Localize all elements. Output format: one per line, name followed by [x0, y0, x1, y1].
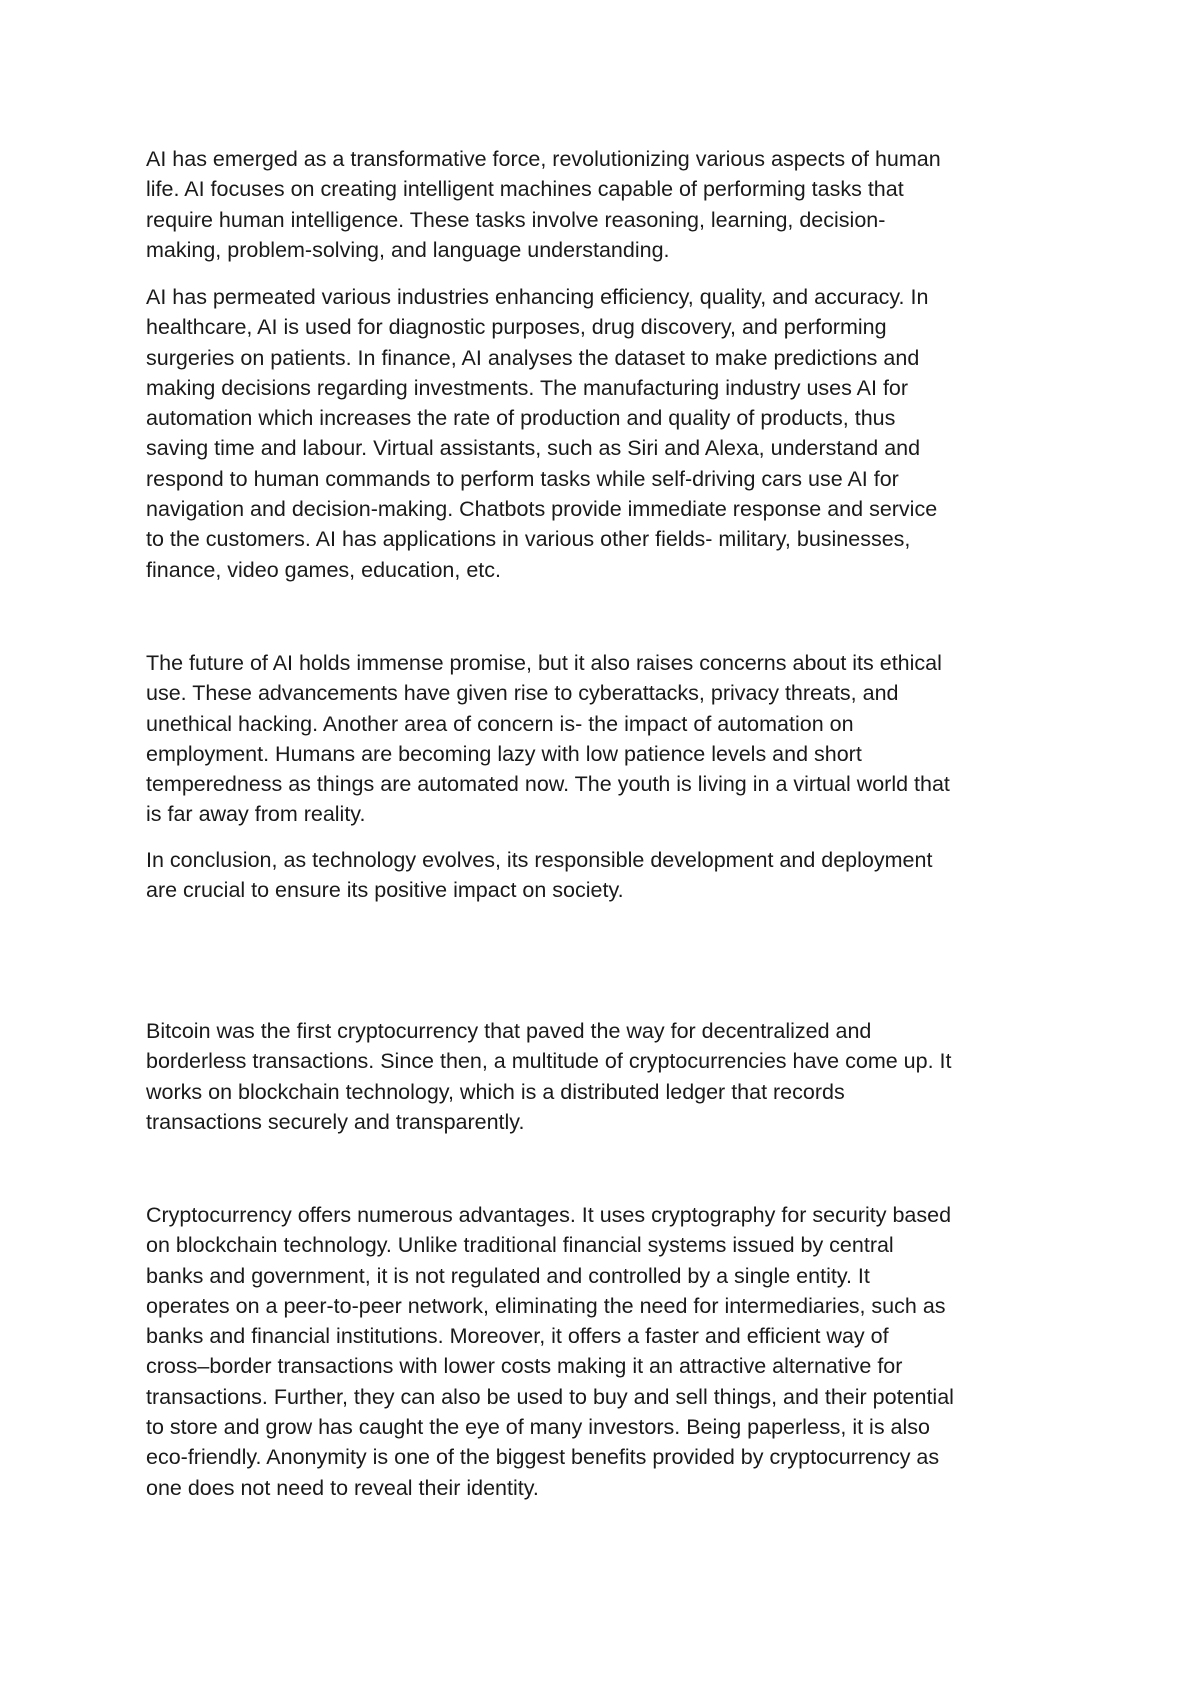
text-line: making, problem-solving, and language understanding. [146, 237, 670, 262]
paragraph-bitcoin-intro [146, 1016, 1076, 1137]
text-line: surgeries on patients. In finance, AI analyses the dataset to make predictions and [146, 345, 920, 370]
text-line: employment. Humans are becoming lazy with low patience levels and short [146, 741, 862, 766]
text-line: banks and financial institutions. Moreover, it offers a faster and efficient way of [146, 1324, 889, 1349]
text-line: transactions. Further, they can also be used to buy and sell things, and their potential [146, 1384, 954, 1409]
text-line: require human intelligence. These tasks involve reasoning, learning, decision- [146, 207, 886, 232]
text-line: eco-friendly. Anonymity is one of the biggest benefits provided by cryptocurrency as [146, 1445, 940, 1470]
text-line: on blockchain technology. Unlike traditional financial systems issued by central [146, 1233, 894, 1258]
text-line: borderless transactions. Since then, a multitude of cryptocurrencies have come up. It [146, 1049, 952, 1074]
text-line: to store and grow has caught the eye of many investors. Being paperless, it is also [146, 1415, 930, 1440]
paragraph-ai-conclusion [146, 845, 1076, 906]
text-line: unethical hacking. Another area of concern is- the impact of automation on [146, 711, 854, 736]
text-line: life. AI focuses on creating intelligent machines capable of performing tasks that [146, 177, 904, 202]
text-line: respond to human commands to perform tasks while self-driving cars use AI for [146, 466, 899, 491]
text-line: cross–border transactions with lower costs making it an attractive alternative for [146, 1354, 903, 1379]
text-line: works on blockchain technology, which is a distributed ledger that records [146, 1079, 845, 1104]
paragraph-ai-industries [146, 282, 1076, 585]
text-line: healthcare, AI is used for diagnostic purposes, drug discovery, and performing [146, 315, 887, 340]
text-line: operates on a peer-to-peer network, eliminating the need for intermediaries, such as [146, 1293, 946, 1318]
text-line: to the customers. AI has applications in various other fields- military, businesses, [146, 527, 911, 552]
text-line: are crucial to ensure its positive impact on society. [146, 878, 624, 903]
paragraph-ai-intro [146, 144, 1076, 265]
text-line: making decisions regarding investments. The manufacturing industry uses AI for [146, 375, 909, 400]
text-line: is far away from reality. [146, 802, 366, 827]
text-line: navigation and decision-making. Chatbots provide immediate response and service [146, 497, 938, 522]
text-line: use. These advancements have given rise to cyberattacks, privacy threats, and [146, 681, 899, 706]
paragraph-ai-future [146, 648, 1076, 830]
text-line: one does not need to reveal their identity. [146, 1475, 539, 1500]
text-line: transactions securely and transparently. [146, 1109, 525, 1134]
text-line: AI has emerged as a transformative force, revolutionizing various aspects of human [146, 147, 941, 171]
text-line: saving time and labour. Virtual assistants, such as Siri and Alexa, understand and [146, 436, 921, 461]
text-line: AI has permeated various industries enhancing efficiency, quality, and accuracy. In [146, 285, 929, 309]
paragraph-crypto-advantages [146, 1200, 1076, 1503]
text-line: The future of AI holds immense promise, but it also raises concerns about its ethical [146, 651, 942, 675]
text-line: finance, video games, education, etc. [146, 557, 501, 582]
text-line: Bitcoin was the first cryptocurrency that paved the way for decentralized and [146, 1019, 872, 1043]
text-line: automation which increases the rate of production and quality of products, thus [146, 406, 896, 431]
text-line: temperedness as things are automated now. The youth is living in a virtual world that [146, 772, 950, 797]
text-line: Cryptocurrency offers numerous advantages. It uses cryptography for security based [146, 1203, 952, 1227]
text-line: In conclusion, as technology evolves, its responsible development and deployment [146, 848, 933, 872]
text-line: banks and government, it is not regulated and controlled by a single entity. It [146, 1263, 870, 1288]
